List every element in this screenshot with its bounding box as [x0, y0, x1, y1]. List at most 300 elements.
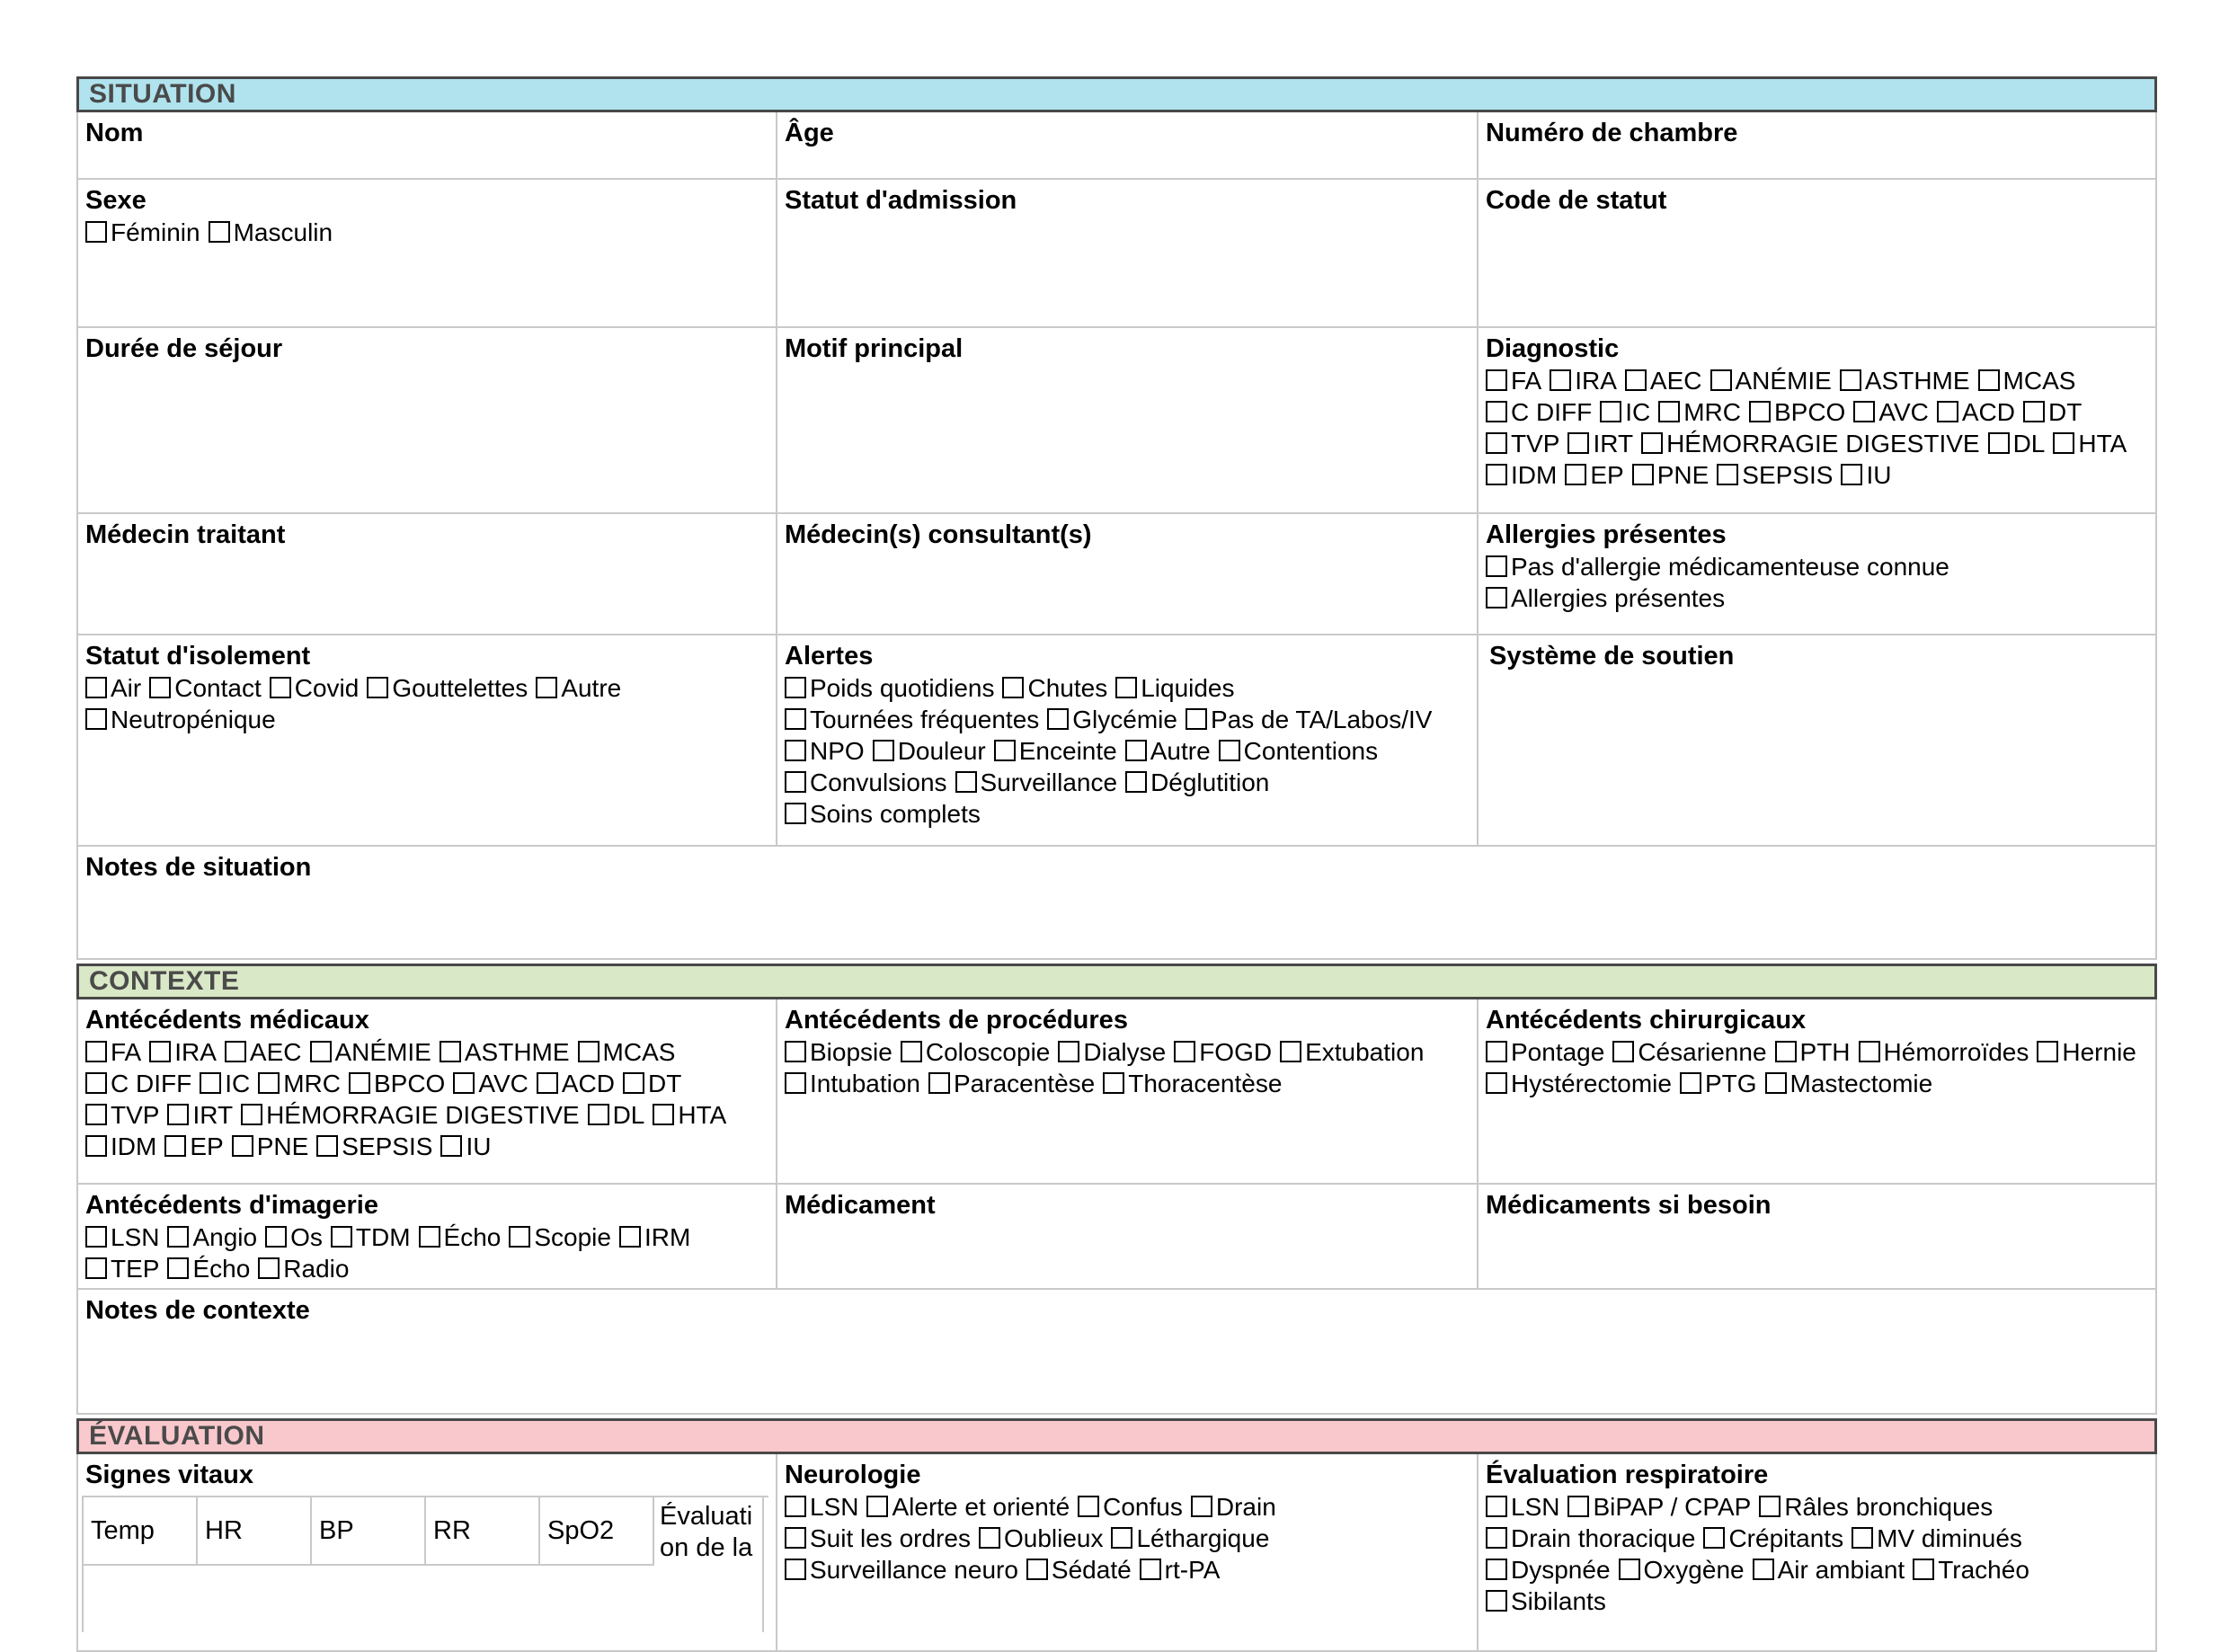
checkbox-label: AEC	[1649, 367, 1702, 395]
checkbox-label: EP	[1590, 461, 1624, 489]
situation-section-title: SITUATION	[89, 79, 236, 109]
checkbox[interactable]	[1853, 401, 1875, 422]
checkbox-label: SEPSIS	[342, 1132, 433, 1160]
checkbox[interactable]	[1486, 401, 1507, 422]
checkbox-label: Os	[290, 1223, 323, 1251]
field-label: Système de soutien	[1489, 642, 1735, 671]
checkbox-label: Pas d'allergie médicamenteuse connue	[1511, 553, 1949, 581]
checkbox-label: Pas de TA/Labos/IV	[1210, 706, 1433, 733]
field-label: Médecin traitant	[85, 520, 286, 549]
checkbox-label: ASTHME	[464, 1038, 570, 1066]
checkbox-label: Convulsions	[810, 768, 947, 796]
checkbox[interactable]	[619, 1226, 641, 1248]
field-notes-contexte	[78, 1290, 2155, 1413]
field-label: Neurologie	[785, 1461, 921, 1489]
checkbox[interactable]	[85, 221, 107, 243]
checkbox[interactable]	[785, 708, 806, 730]
checkbox-option	[1717, 459, 1833, 491]
checkbox[interactable]	[85, 1041, 107, 1062]
checkbox[interactable]	[85, 1104, 107, 1125]
checkbox-option	[2053, 428, 2127, 459]
contexte-section-title: CONTEXTE	[89, 966, 240, 996]
checkbox[interactable]	[1978, 369, 2000, 391]
checkbox[interactable]	[367, 677, 388, 698]
row-sejour-diagnostic	[76, 328, 2157, 514]
checkbox-label: MRC	[1683, 398, 1741, 426]
checkbox[interactable]	[1486, 1041, 1507, 1062]
checkbox-option	[1859, 1036, 2029, 1068]
checkbox[interactable]	[623, 1072, 644, 1094]
checkbox-option	[167, 1253, 250, 1284]
checkbox[interactable]	[1486, 555, 1507, 577]
checkbox[interactable]	[419, 1226, 440, 1248]
checkbox[interactable]	[1550, 369, 1571, 391]
checkbox-label: MCAS	[602, 1038, 676, 1066]
checkbox[interactable]	[1486, 432, 1507, 454]
checkbox-option	[1565, 459, 1623, 491]
checkbox[interactable]	[785, 1559, 806, 1580]
checkbox-option	[1937, 396, 2015, 428]
field-duree-sejour	[78, 328, 777, 512]
checkbox[interactable]	[310, 1041, 332, 1062]
checkbox[interactable]	[1567, 432, 1589, 454]
checkbox[interactable]	[85, 1135, 107, 1157]
checkbox-option	[578, 1036, 676, 1068]
checkbox[interactable]	[1565, 464, 1586, 485]
checkbox[interactable]	[1717, 464, 1738, 485]
field-label: Antécédents médicaux	[85, 1006, 369, 1035]
checkbox-option	[1047, 704, 1177, 735]
field-notes-situation	[78, 847, 2155, 958]
checkbox-option	[1710, 365, 1832, 396]
checkbox-option	[1775, 1036, 1851, 1068]
checkbox-label: Air	[111, 674, 142, 702]
checkbox[interactable]	[1658, 401, 1680, 422]
checkbox-option	[1486, 1036, 1604, 1068]
checkbox-option	[1753, 1554, 1905, 1585]
checkbox-label: HTA	[678, 1101, 727, 1129]
checkbox-option	[1486, 1554, 1611, 1585]
checkbox[interactable]	[785, 740, 806, 761]
checkbox[interactable]	[1840, 369, 1861, 391]
checkbox-option	[310, 1036, 431, 1068]
checkbox-option	[1486, 459, 1557, 491]
checkbox[interactable]	[85, 1226, 107, 1248]
checkbox-option	[1853, 396, 1929, 428]
checkbox-option	[866, 1491, 1070, 1523]
checkbox-option	[1641, 428, 1980, 459]
checkbox[interactable]	[578, 1041, 599, 1062]
checkbox-label: Confus	[1103, 1493, 1183, 1521]
checkbox[interactable]	[1567, 1496, 1589, 1517]
checkbox-label: Drain	[1215, 1493, 1276, 1521]
checkbox-label: Sibilants	[1511, 1587, 1606, 1615]
field-label: Numéro de chambre	[1486, 119, 1738, 147]
checkbox[interactable]	[440, 1041, 461, 1062]
checkbox-label: Hémorroïdes	[1883, 1038, 2029, 1066]
checkbox-option	[1759, 1491, 1993, 1523]
checkbox-label: Intubation	[810, 1070, 920, 1097]
checkbox-label: IU	[466, 1132, 492, 1160]
checkbox-label: Soins complets	[810, 800, 981, 828]
checkbox-option	[623, 1068, 681, 1099]
checkbox-label: TVP	[1511, 430, 1560, 457]
checkbox-label: AVC	[1878, 398, 1929, 426]
checkbox-option	[785, 735, 865, 767]
checkbox[interactable]	[232, 1135, 253, 1157]
checkbox-label: Oxygène	[1643, 1556, 1745, 1584]
checkbox-group-diagnostic	[1486, 365, 2148, 491]
checkbox-option	[1600, 396, 1650, 428]
field-label: Médicament	[785, 1191, 936, 1220]
checkbox[interactable]	[1191, 1496, 1212, 1517]
checkbox[interactable]	[1047, 708, 1069, 730]
checkbox[interactable]	[149, 677, 171, 698]
checkbox[interactable]	[785, 1041, 806, 1062]
checkbox[interactable]	[588, 1104, 609, 1125]
checkbox[interactable]	[1600, 401, 1621, 422]
checkbox[interactable]	[258, 1072, 280, 1094]
checkbox-option	[1125, 767, 1269, 798]
field-label: Diagnostic	[1486, 334, 1620, 363]
checkbox-label: C DIFF	[111, 1070, 192, 1097]
evaluation-section-header	[76, 1418, 2157, 1454]
checkbox[interactable]	[85, 708, 107, 730]
checkbox-option	[149, 672, 262, 704]
checkbox-label: Chutes	[1027, 674, 1108, 702]
field-nom	[78, 112, 777, 178]
checkbox-group-neurologie	[785, 1491, 1470, 1585]
checkbox[interactable]	[1078, 1496, 1099, 1517]
field-label: Évaluation respiratoire	[1486, 1461, 1769, 1489]
checkbox-option	[1619, 1554, 1745, 1585]
checkbox-group-sexe	[85, 217, 768, 248]
checkbox[interactable]	[167, 1104, 189, 1125]
row-isolement-alertes	[76, 635, 2157, 847]
checkbox[interactable]	[785, 803, 806, 824]
checkbox-option	[1988, 428, 2046, 459]
checkbox[interactable]	[1219, 740, 1240, 761]
checkbox-option	[785, 767, 947, 798]
checkbox[interactable]	[258, 1257, 280, 1279]
checkbox-option	[1658, 396, 1741, 428]
checkbox-option	[419, 1221, 502, 1253]
checkbox-option	[453, 1068, 528, 1099]
checkbox-option	[1625, 365, 1702, 396]
checkbox[interactable]	[1641, 432, 1663, 454]
checkbox-option	[979, 1523, 1104, 1554]
checkbox[interactable]	[1103, 1072, 1124, 1094]
field-systeme-soutien	[1479, 635, 2155, 845]
checkbox[interactable]	[1988, 432, 2010, 454]
checkbox[interactable]	[928, 1072, 950, 1094]
checkbox-label: Enceinte	[1018, 737, 1117, 765]
checkbox[interactable]	[1002, 677, 1024, 698]
checkbox-label: Douleur	[897, 737, 986, 765]
vitals-column-header: HR	[198, 1497, 312, 1566]
checkbox-label: NPO	[810, 737, 865, 765]
field-medicament	[777, 1185, 1479, 1288]
checkbox-option	[1841, 459, 1891, 491]
checkbox-option	[85, 704, 276, 735]
checkbox-label: Alerte et orienté	[892, 1493, 1070, 1521]
checkbox[interactable]	[85, 1257, 107, 1279]
checkbox[interactable]	[149, 1041, 171, 1062]
checkbox[interactable]	[241, 1104, 262, 1125]
checkbox[interactable]	[2053, 432, 2074, 454]
checkbox[interactable]	[270, 677, 291, 698]
field-antecedents-imagerie	[78, 1185, 777, 1288]
checkbox[interactable]	[1710, 369, 1732, 391]
checkbox-label: IC	[1625, 398, 1651, 426]
checkbox[interactable]	[1852, 1527, 1873, 1549]
row-notes-contexte	[76, 1290, 2157, 1415]
checkbox[interactable]	[901, 1041, 922, 1062]
checkbox-option	[85, 1221, 159, 1253]
checkbox[interactable]	[537, 1072, 558, 1094]
checkbox[interactable]	[164, 1135, 186, 1157]
checkbox-option	[785, 1523, 971, 1554]
checkbox-option	[1749, 396, 1845, 428]
field-label: Antécédents chirurgicaux	[1486, 1006, 1807, 1035]
checkbox-option	[785, 704, 1039, 735]
checkbox[interactable]	[873, 740, 894, 761]
checkbox[interactable]	[1913, 1559, 1934, 1580]
checkbox-option	[928, 1068, 1095, 1099]
checkbox[interactable]	[167, 1226, 189, 1248]
checkbox-option	[1140, 1554, 1221, 1585]
checkbox-option	[1125, 735, 1211, 767]
checkbox-option	[209, 217, 333, 248]
checkbox[interactable]	[536, 677, 557, 698]
checkbox[interactable]	[1632, 464, 1654, 485]
checkbox[interactable]	[994, 740, 1016, 761]
checkbox[interactable]	[1749, 401, 1771, 422]
checkbox[interactable]	[1486, 1072, 1507, 1094]
checkbox-group-respiratoire	[1486, 1491, 2148, 1617]
checkbox[interactable]	[85, 677, 107, 698]
checkbox[interactable]	[785, 771, 806, 793]
checkbox-option	[955, 767, 1118, 798]
checkbox-option	[653, 1099, 726, 1131]
checkbox-label: TVP	[111, 1101, 160, 1129]
checkbox-option	[2023, 396, 2082, 428]
field-sexe	[78, 180, 777, 326]
checkbox-option	[1486, 1491, 1559, 1523]
checkbox[interactable]	[509, 1226, 530, 1248]
checkbox[interactable]	[2037, 1041, 2058, 1062]
checkbox[interactable]	[979, 1527, 1000, 1549]
field-label: Antécédents de procédures	[785, 1006, 1128, 1035]
checkbox-option	[785, 1068, 920, 1099]
checkbox-label: IRT	[1593, 430, 1634, 457]
checkbox[interactable]	[785, 1072, 806, 1094]
field-evaluation-respiratoire	[1479, 1454, 2155, 1650]
checkbox[interactable]	[85, 1072, 107, 1094]
field-antecedents-medicaux	[78, 999, 777, 1183]
checkbox[interactable]	[1140, 1559, 1161, 1580]
checkbox-label: LSN	[810, 1493, 859, 1521]
checkbox[interactable]	[1486, 1559, 1507, 1580]
row-imagerie-medicaments	[76, 1185, 2157, 1290]
checkbox[interactable]	[1703, 1527, 1725, 1549]
checkbox[interactable]	[265, 1226, 287, 1248]
checkbox[interactable]	[1775, 1041, 1797, 1062]
checkbox[interactable]	[1625, 369, 1647, 391]
field-neurologie	[777, 1454, 1479, 1650]
situation-section-header	[76, 76, 2157, 112]
checkbox[interactable]	[1759, 1496, 1781, 1517]
checkbox[interactable]	[1125, 771, 1147, 793]
checkbox-option	[1840, 365, 1970, 396]
checkbox-group-isolement	[85, 672, 768, 735]
row-identity	[76, 112, 2157, 180]
checkbox[interactable]	[209, 221, 230, 243]
checkbox[interactable]	[1486, 1590, 1507, 1612]
checkbox-label: Écho	[192, 1255, 251, 1283]
checkbox-label: Tournées fréquentes	[810, 706, 1040, 733]
checkbox-label: Écho	[443, 1223, 502, 1251]
checkbox-label: Sédaté	[1051, 1556, 1132, 1584]
checkbox-label: Trachéo	[1938, 1556, 2029, 1584]
checkbox-option	[1186, 704, 1432, 735]
checkbox[interactable]	[1486, 464, 1507, 485]
field-antecedents-procedures	[777, 999, 1479, 1183]
field-alertes	[777, 635, 1479, 845]
checkbox[interactable]	[167, 1257, 189, 1279]
checkbox[interactable]	[1486, 1527, 1507, 1549]
checkbox[interactable]	[785, 1527, 806, 1549]
checkbox[interactable]	[316, 1135, 338, 1157]
field-medecin-consultant	[777, 514, 1479, 634]
field-label: Nom	[85, 119, 144, 147]
field-label: Médicaments si besoin	[1486, 1191, 1772, 1220]
evaluation-section-title: ÉVALUATION	[89, 1421, 265, 1451]
checkbox-option	[1486, 1068, 1672, 1099]
checkbox[interactable]	[1680, 1072, 1701, 1094]
checkbox-label: Scopie	[534, 1223, 611, 1251]
checkbox-option	[85, 1253, 159, 1284]
checkbox[interactable]	[1753, 1559, 1774, 1580]
checkbox-option	[258, 1068, 341, 1099]
checkbox-label: Contact	[174, 674, 262, 702]
checkbox[interactable]	[440, 1135, 462, 1157]
field-code-statut	[1479, 180, 2155, 326]
checkbox-label: FA	[111, 1038, 142, 1066]
checkbox-label: ANÉMIE	[334, 1038, 431, 1066]
checkbox[interactable]	[1841, 464, 1862, 485]
checkbox-option	[164, 1131, 223, 1162]
checkbox-label: ANÉMIE	[1735, 367, 1832, 395]
checkbox-label: HÉMORRAGIE DIGESTIVE	[1666, 430, 1980, 457]
field-medicaments-si-besoin	[1479, 1185, 2155, 1288]
checkbox-label: DL	[612, 1101, 645, 1129]
row-medecins-allergies	[76, 514, 2157, 635]
sbar-handoff-form	[76, 76, 2157, 1652]
checkbox[interactable]	[1486, 1496, 1507, 1517]
checkbox[interactable]	[453, 1072, 475, 1094]
checkbox[interactable]	[1486, 587, 1507, 608]
checkbox-option	[1026, 1554, 1132, 1585]
checkbox-label: LSN	[111, 1223, 160, 1251]
checkbox-label: Dyspnée	[1511, 1556, 1611, 1584]
checkbox-label: Déglutition	[1150, 768, 1270, 796]
checkbox[interactable]	[866, 1496, 888, 1517]
checkbox[interactable]	[1026, 1559, 1048, 1580]
checkbox[interactable]	[1111, 1527, 1132, 1549]
checkbox-label: Mastectomie	[1789, 1070, 1933, 1097]
checkbox[interactable]	[331, 1226, 352, 1248]
checkbox-option	[1567, 1491, 1751, 1523]
checkbox[interactable]	[955, 771, 977, 793]
checkbox-label: TEP	[111, 1255, 160, 1283]
checkbox-group-medicaux	[85, 1036, 768, 1162]
field-label: Durée de séjour	[85, 334, 283, 363]
checkbox-label: Hernie	[2062, 1038, 2136, 1066]
checkbox-option	[1486, 1523, 1695, 1554]
checkbox[interactable]	[1280, 1041, 1301, 1062]
checkbox[interactable]	[785, 677, 806, 698]
checkbox-option	[331, 1221, 411, 1253]
checkbox[interactable]	[1486, 369, 1507, 391]
checkbox[interactable]	[1612, 1041, 1634, 1062]
checkbox[interactable]	[349, 1072, 370, 1094]
field-label: Motif principal	[785, 334, 964, 363]
field-age	[777, 112, 1479, 178]
checkbox[interactable]	[1058, 1041, 1079, 1062]
checkbox-label: rt-PA	[1164, 1556, 1221, 1584]
checkbox-label: Drain thoracique	[1511, 1524, 1696, 1552]
checkbox-option	[367, 672, 528, 704]
checkbox[interactable]	[1859, 1041, 1880, 1062]
vitals-column-header: Évaluation de la	[654, 1497, 764, 1632]
field-label: Statut d'admission	[785, 186, 1017, 215]
checkbox[interactable]	[1937, 401, 1958, 422]
checkbox[interactable]	[1125, 740, 1147, 761]
vitals-column-header: Temp	[84, 1497, 198, 1566]
field-label: Sexe	[85, 186, 147, 215]
field-label: Âge	[785, 119, 834, 147]
checkbox[interactable]	[653, 1104, 674, 1125]
checkbox-label: ACD	[1961, 398, 2015, 426]
checkbox-group-chirurgicaux	[1486, 1036, 2148, 1099]
checkbox[interactable]	[1765, 1072, 1787, 1094]
checkbox-label: Surveillance	[980, 768, 1118, 796]
vitals-column-header: SpO2	[540, 1497, 654, 1566]
checkbox-label: Thoracentèse	[1128, 1070, 1283, 1097]
row-antecedents	[76, 999, 2157, 1185]
checkbox-option	[785, 1554, 1018, 1585]
field-antecedents-chirurgicaux	[1479, 999, 2155, 1183]
checkbox[interactable]	[1186, 708, 1207, 730]
checkbox[interactable]	[1115, 677, 1137, 698]
checkbox-label: Masculin	[233, 218, 333, 246]
field-label: Code de statut	[1486, 186, 1667, 215]
checkbox-label: DT	[647, 1070, 682, 1097]
checkbox-label: ASTHME	[1864, 367, 1970, 395]
checkbox[interactable]	[2023, 401, 2045, 422]
checkbox[interactable]	[225, 1041, 246, 1062]
checkbox[interactable]	[1174, 1041, 1195, 1062]
checkbox-label: Suit les ordres	[810, 1524, 971, 1552]
checkbox-option	[785, 798, 981, 830]
field-diagnostic	[1479, 328, 2155, 512]
checkbox[interactable]	[785, 1496, 806, 1517]
checkbox-option	[588, 1099, 645, 1131]
checkbox[interactable]	[1619, 1559, 1640, 1580]
checkbox[interactable]	[200, 1072, 221, 1094]
row-sexe-admission	[76, 180, 2157, 328]
